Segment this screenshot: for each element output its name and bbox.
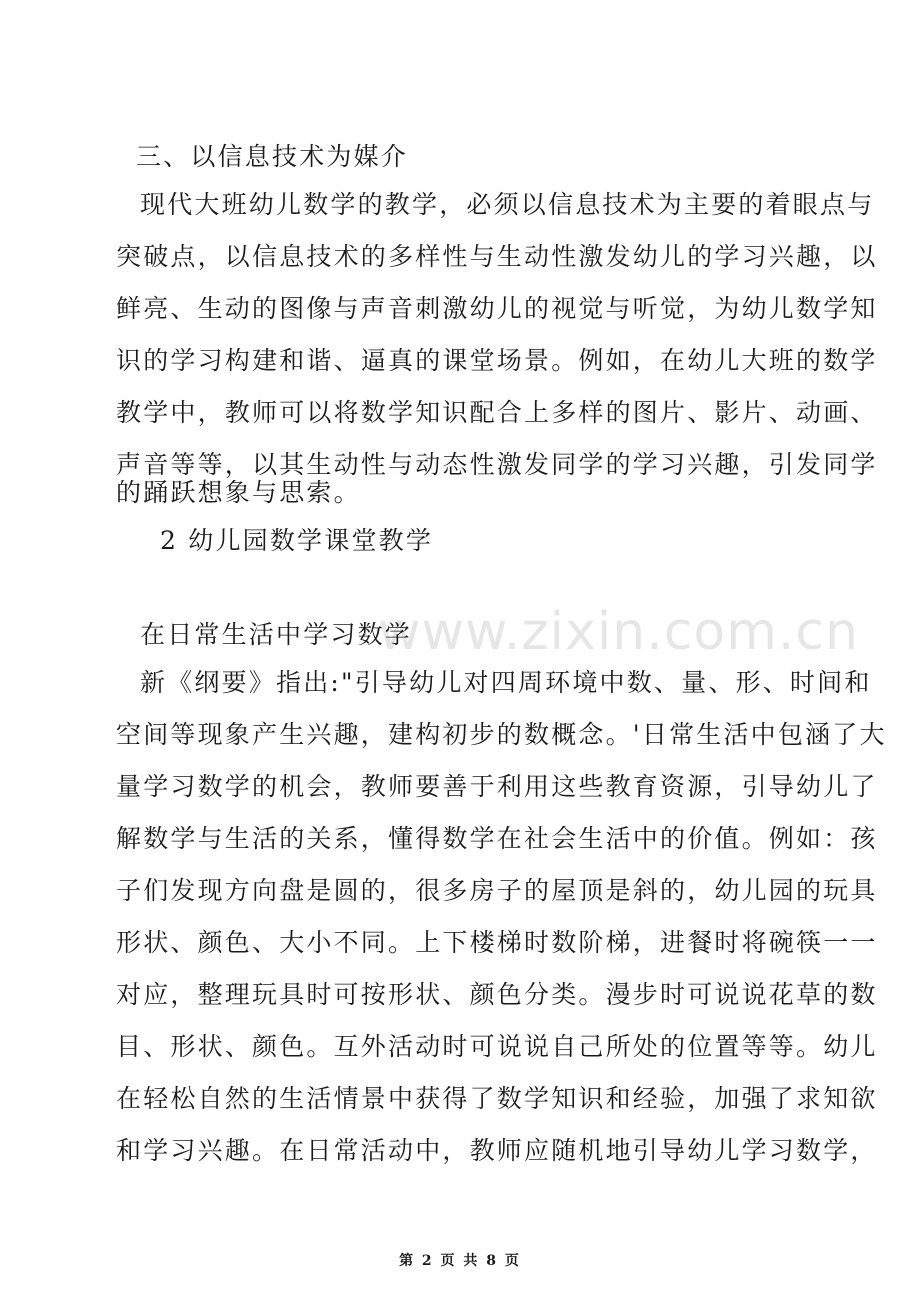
paragraph-line: 解数学与生活的关系，懂得数学在社会生活中的价值。例如：孩 <box>116 824 878 853</box>
paragraph-line: 对应，整理玩具时可按形状、颜色分类。漫步时可说说花草的数 <box>116 980 878 1009</box>
paragraph-line: 现代大班幼儿数学的教学，必须以信息技术为主要的着眼点与 <box>140 190 875 219</box>
subsection-heading: 在日常生活中学习数学 <box>140 620 413 649</box>
paragraph-line: 鲜亮、生动的图像与声音刺激幼儿的视觉与听觉，为幼儿数学知 <box>116 294 878 323</box>
paragraph-line: 子们发现方向盘是圆的，很多房子的屋顶是斜的，幼儿园的玩具 <box>116 876 878 905</box>
paragraph-line: 量学习数学的机会，教师要善于利用这些教育资源，引导幼儿了 <box>116 772 878 801</box>
paragraph-line: 的踊跃想象与思索。 <box>116 478 361 507</box>
subheading: 2 幼儿园数学课堂教学 <box>160 526 434 555</box>
site-watermark: www.zixin.com.cn <box>378 602 859 662</box>
paragraph-line: 教学中，教师可以将数学知识配合上多样的图片、影片、动画、 <box>116 398 878 427</box>
paragraph-line: 识的学习构建和谐、逼真的课堂场景。例如，在幼儿大班的数学 <box>116 346 878 375</box>
paragraph-line: 和学习兴趣。在日常活动中，教师应随机地引导幼儿学习数学， <box>116 1136 878 1165</box>
paragraph-line: 目、形状、颜色。互外活动时可说说自己所处的位置等等。幼儿 <box>116 1032 878 1061</box>
paragraph-line: 形状、颜色、大小不同。上下楼梯时数阶梯，进餐时将碗筷一一 <box>116 928 878 957</box>
paragraph-line: 空间等现象产生兴趣，建构初步的数概念。'日常生活中包涵了大 <box>116 720 887 749</box>
paragraph-line: 新《纲要》指出:"引导幼儿对四周环境中数、量、形、时间和 <box>140 668 872 697</box>
paragraph-line: 突破点，以信息技术的多样性与生动性激发幼儿的学习兴趣，以 <box>116 242 878 271</box>
paragraph-line: 在轻松自然的生活情景中获得了数学知识和经验，加强了求知欲 <box>116 1084 878 1113</box>
section-heading: 三、以信息技术为媒介 <box>136 142 409 171</box>
page-number-footer: 第 2 页 共 8 页 <box>399 1253 521 1269</box>
paragraph-line: 声音等等，以其生动性与动态性激发同学的学习兴趣，引发同学 <box>116 450 878 479</box>
